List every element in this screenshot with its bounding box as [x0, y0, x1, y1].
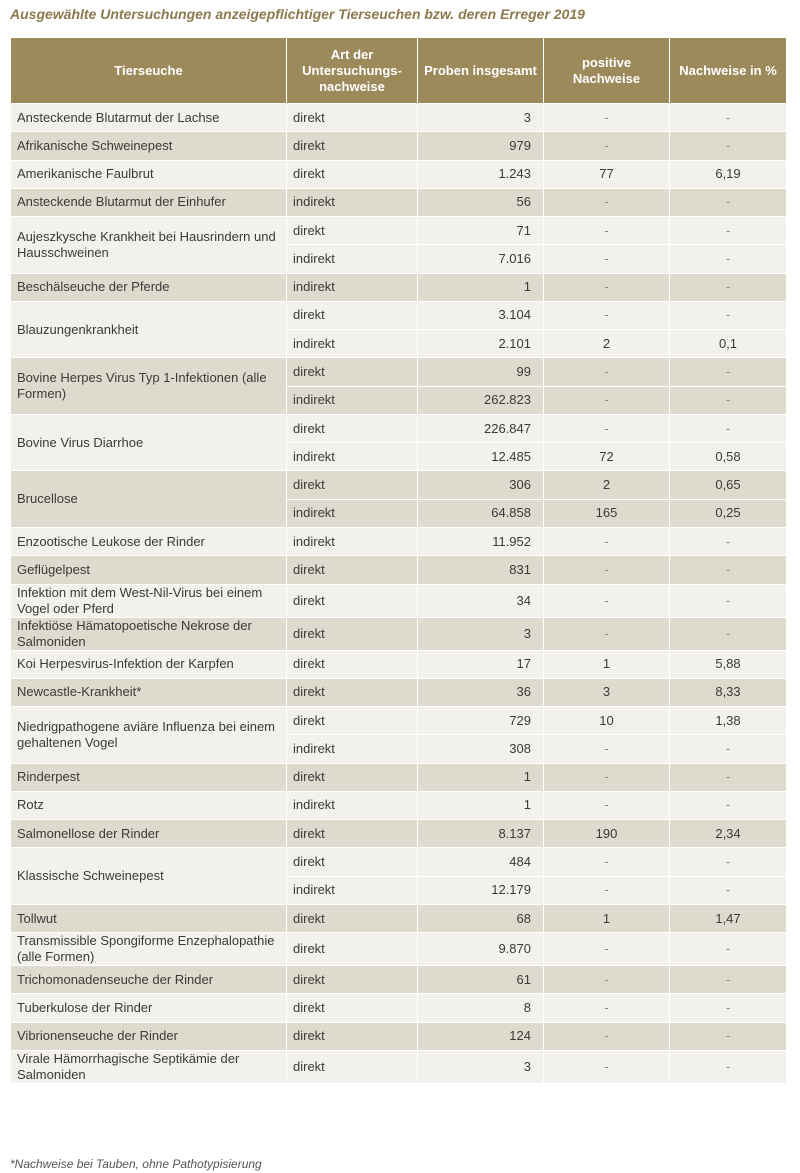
- method-cell: indirekt: [287, 188, 418, 216]
- disease-name: Transmissible Spongiforme Enzephalopathie (alle Formen): [11, 933, 287, 966]
- disease-name: Vibrionenseuche der Rinder: [11, 1022, 287, 1050]
- percent-cell: -: [670, 132, 787, 160]
- positive-cell: -: [544, 735, 670, 763]
- percent-cell: -: [670, 414, 787, 442]
- samples-cell: 1: [418, 273, 544, 301]
- samples-cell: 979: [418, 132, 544, 160]
- positive-cell: 165: [544, 499, 670, 527]
- percent-cell: -: [670, 245, 787, 273]
- method-cell: indirekt: [287, 443, 418, 471]
- positive-cell: -: [544, 132, 670, 160]
- percent-cell: -: [670, 556, 787, 584]
- positive-cell: 77: [544, 160, 670, 188]
- table-row: [11, 763, 787, 791]
- method-cell: direkt: [287, 617, 418, 650]
- table-row: [11, 1022, 787, 1050]
- method-cell: direkt: [287, 904, 418, 932]
- percent-cell: -: [670, 933, 787, 966]
- samples-cell: 12.179: [418, 876, 544, 904]
- positive-cell: -: [544, 617, 670, 650]
- header-method: Art der Untersuchungs- nachweise: [287, 38, 418, 104]
- positive-cell: -: [544, 301, 670, 329]
- disease-name: Infektiöse Hämatopoetische Nekrose der Salmoniden: [11, 617, 287, 650]
- samples-cell: 124: [418, 1022, 544, 1050]
- percent-cell: -: [670, 876, 787, 904]
- method-cell: direkt: [287, 933, 418, 966]
- method-cell: indirekt: [287, 735, 418, 763]
- table-row: [11, 188, 787, 216]
- table-row: [11, 904, 787, 932]
- positive-cell: -: [544, 584, 670, 617]
- percent-cell: 0,58: [670, 443, 787, 471]
- samples-cell: 484: [418, 848, 544, 876]
- percent-cell: 6,19: [670, 160, 787, 188]
- positive-cell: -: [544, 966, 670, 994]
- method-cell: direkt: [287, 966, 418, 994]
- disease-name: Infektion mit dem West-Nil-Virus bei einem Vogel oder Pferd: [11, 584, 287, 617]
- method-cell: direkt: [287, 678, 418, 706]
- disease-name: Newcastle-Krankheit*: [11, 678, 287, 706]
- percent-cell: 0,25: [670, 499, 787, 527]
- method-cell: direkt: [287, 358, 418, 386]
- method-cell: indirekt: [287, 245, 418, 273]
- disease-name: Afrikanische Schweinepest: [11, 132, 287, 160]
- positive-cell: 1: [544, 650, 670, 678]
- positive-cell: -: [544, 245, 670, 273]
- method-cell: direkt: [287, 707, 418, 735]
- samples-cell: 1: [418, 791, 544, 819]
- positive-cell: 2: [544, 471, 670, 499]
- positive-cell: -: [544, 933, 670, 966]
- table-row: [11, 933, 787, 966]
- disease-name: Amerikanische Faulbrut: [11, 160, 287, 188]
- method-cell: direkt: [287, 132, 418, 160]
- positive-cell: -: [544, 217, 670, 245]
- method-cell: direkt: [287, 301, 418, 329]
- disease-name: Brucellose: [11, 471, 287, 528]
- table-row: [11, 820, 787, 848]
- samples-cell: 308: [418, 735, 544, 763]
- samples-cell: 3: [418, 1050, 544, 1083]
- method-cell: direkt: [287, 584, 418, 617]
- table-row: [11, 160, 787, 188]
- percent-cell: -: [670, 735, 787, 763]
- disease-name: Geflügelpest: [11, 556, 287, 584]
- percent-cell: -: [670, 104, 787, 132]
- positive-cell: -: [544, 1050, 670, 1083]
- header-percent: Nachweise in %: [670, 38, 787, 104]
- header-disease: Tierseuche: [11, 38, 287, 104]
- percent-cell: -: [670, 994, 787, 1022]
- samples-cell: 3.104: [418, 301, 544, 329]
- method-cell: indirekt: [287, 791, 418, 819]
- samples-cell: 306: [418, 471, 544, 499]
- method-cell: direkt: [287, 994, 418, 1022]
- samples-cell: 34: [418, 584, 544, 617]
- percent-cell: 1,38: [670, 707, 787, 735]
- disease-name: Tuberkulose der Rinder: [11, 994, 287, 1022]
- disease-name: Tollwut: [11, 904, 287, 932]
- positive-cell: -: [544, 188, 670, 216]
- positive-cell: -: [544, 876, 670, 904]
- percent-cell: 2,34: [670, 820, 787, 848]
- percent-cell: -: [670, 848, 787, 876]
- positive-cell: -: [544, 273, 670, 301]
- method-cell: direkt: [287, 1022, 418, 1050]
- table-row: [11, 1050, 787, 1083]
- table-row: [11, 556, 787, 584]
- percent-cell: 0,1: [670, 330, 787, 358]
- table-row: [11, 358, 787, 386]
- positive-cell: -: [544, 104, 670, 132]
- percent-cell: -: [670, 273, 787, 301]
- positive-cell: 2: [544, 330, 670, 358]
- table-body: [11, 104, 787, 1084]
- table-row: [11, 527, 787, 555]
- method-cell: indirekt: [287, 876, 418, 904]
- samples-cell: 226.847: [418, 414, 544, 442]
- percent-cell: -: [670, 217, 787, 245]
- percent-cell: 5,88: [670, 650, 787, 678]
- percent-cell: -: [670, 358, 787, 386]
- percent-cell: -: [670, 763, 787, 791]
- disease-name: Enzootische Leukose der Rinder: [11, 527, 287, 555]
- positive-cell: -: [544, 763, 670, 791]
- method-cell: direkt: [287, 414, 418, 442]
- method-cell: direkt: [287, 848, 418, 876]
- samples-cell: 831: [418, 556, 544, 584]
- positive-cell: -: [544, 848, 670, 876]
- positive-cell: -: [544, 556, 670, 584]
- samples-cell: 17: [418, 650, 544, 678]
- disease-name: Ansteckende Blutarmut der Einhufer: [11, 188, 287, 216]
- samples-cell: 7.016: [418, 245, 544, 273]
- percent-cell: -: [670, 301, 787, 329]
- method-cell: indirekt: [287, 499, 418, 527]
- samples-cell: 9.870: [418, 933, 544, 966]
- disease-name: Beschälseuche der Pferde: [11, 273, 287, 301]
- positive-cell: 72: [544, 443, 670, 471]
- header-samples: Proben insgesamt: [418, 38, 544, 104]
- samples-cell: 61: [418, 966, 544, 994]
- method-cell: indirekt: [287, 386, 418, 414]
- samples-cell: 2.101: [418, 330, 544, 358]
- table-row: [11, 104, 787, 132]
- positive-cell: -: [544, 994, 670, 1022]
- disease-name: Rinderpest: [11, 763, 287, 791]
- positive-cell: 3: [544, 678, 670, 706]
- method-cell: direkt: [287, 217, 418, 245]
- table-row: [11, 848, 787, 876]
- table-row: [11, 678, 787, 706]
- samples-cell: 8.137: [418, 820, 544, 848]
- percent-cell: -: [670, 527, 787, 555]
- page-title: Ausgewählte Untersuchungen anzeigepflichtiger Tierseuchen bzw. deren Erreger 2019: [10, 6, 585, 22]
- positive-cell: -: [544, 414, 670, 442]
- disease-name: Aujeszkysche Krankheit bei Hausrindern und Hausschweinen: [11, 217, 287, 274]
- samples-cell: 262.823: [418, 386, 544, 414]
- disease-name: Bovine Herpes Virus Typ 1-Infektionen (alle Formen): [11, 358, 287, 415]
- table-row: [11, 650, 787, 678]
- method-cell: direkt: [287, 763, 418, 791]
- percent-cell: -: [670, 386, 787, 414]
- samples-cell: 8: [418, 994, 544, 1022]
- positive-cell: -: [544, 527, 670, 555]
- disease-name: Salmonellose der Rinder: [11, 820, 287, 848]
- method-cell: indirekt: [287, 273, 418, 301]
- positive-cell: -: [544, 791, 670, 819]
- table-row: [11, 791, 787, 819]
- table-row: [11, 707, 787, 735]
- positive-cell: 1: [544, 904, 670, 932]
- disease-name: Klassische Schweinepest: [11, 848, 287, 905]
- samples-cell: 3: [418, 617, 544, 650]
- samples-cell: 99: [418, 358, 544, 386]
- table-row: [11, 966, 787, 994]
- header-positive: positive Nachweise: [544, 38, 670, 104]
- method-cell: direkt: [287, 650, 418, 678]
- samples-cell: 729: [418, 707, 544, 735]
- method-cell: direkt: [287, 556, 418, 584]
- method-cell: direkt: [287, 471, 418, 499]
- method-cell: direkt: [287, 820, 418, 848]
- samples-cell: 56: [418, 188, 544, 216]
- disease-name: Niedrigpathogene aviäre Influenza bei einem gehaltenen Vogel: [11, 707, 287, 764]
- percent-cell: 8,33: [670, 678, 787, 706]
- samples-cell: 3: [418, 104, 544, 132]
- disease-name: Virale Hämorrhagische Septikämie der Salmoniden: [11, 1050, 287, 1083]
- positive-cell: -: [544, 358, 670, 386]
- samples-cell: 64.858: [418, 499, 544, 527]
- table-row: [11, 994, 787, 1022]
- table-row: [11, 301, 787, 329]
- disease-name: Bovine Virus Diarrhoe: [11, 414, 287, 471]
- percent-cell: -: [670, 966, 787, 994]
- percent-cell: 0,65: [670, 471, 787, 499]
- table-row: [11, 617, 787, 650]
- percent-cell: -: [670, 584, 787, 617]
- table-row: [11, 217, 787, 245]
- percent-cell: -: [670, 1022, 787, 1050]
- percent-cell: -: [670, 188, 787, 216]
- method-cell: direkt: [287, 1050, 418, 1083]
- table-row: [11, 132, 787, 160]
- footnote: *Nachweise bei Tauben, ohne Pathotypisierung: [10, 1157, 262, 1171]
- disease-name: Blauzungenkrankheit: [11, 301, 287, 358]
- method-cell: indirekt: [287, 330, 418, 358]
- positive-cell: -: [544, 1022, 670, 1050]
- disease-table: [10, 37, 787, 1084]
- samples-cell: 68: [418, 904, 544, 932]
- table-row: [11, 414, 787, 442]
- percent-cell: -: [670, 1050, 787, 1083]
- samples-cell: 11.952: [418, 527, 544, 555]
- table-row: [11, 584, 787, 617]
- percent-cell: 1,47: [670, 904, 787, 932]
- samples-cell: 36: [418, 678, 544, 706]
- percent-cell: -: [670, 791, 787, 819]
- method-cell: indirekt: [287, 527, 418, 555]
- disease-name: Koi Herpesvirus-Infektion der Karpfen: [11, 650, 287, 678]
- samples-cell: 1.243: [418, 160, 544, 188]
- positive-cell: 190: [544, 820, 670, 848]
- table-row: [11, 471, 787, 499]
- method-cell: direkt: [287, 160, 418, 188]
- samples-cell: 1: [418, 763, 544, 791]
- disease-name: Rotz: [11, 791, 287, 819]
- table-header: [11, 38, 787, 104]
- method-cell: direkt: [287, 104, 418, 132]
- positive-cell: -: [544, 386, 670, 414]
- disease-name: Ansteckende Blutarmut der Lachse: [11, 104, 287, 132]
- table-row: [11, 273, 787, 301]
- positive-cell: 10: [544, 707, 670, 735]
- samples-cell: 12.485: [418, 443, 544, 471]
- percent-cell: -: [670, 617, 787, 650]
- samples-cell: 71: [418, 217, 544, 245]
- disease-name: Trichomonadenseuche der Rinder: [11, 966, 287, 994]
